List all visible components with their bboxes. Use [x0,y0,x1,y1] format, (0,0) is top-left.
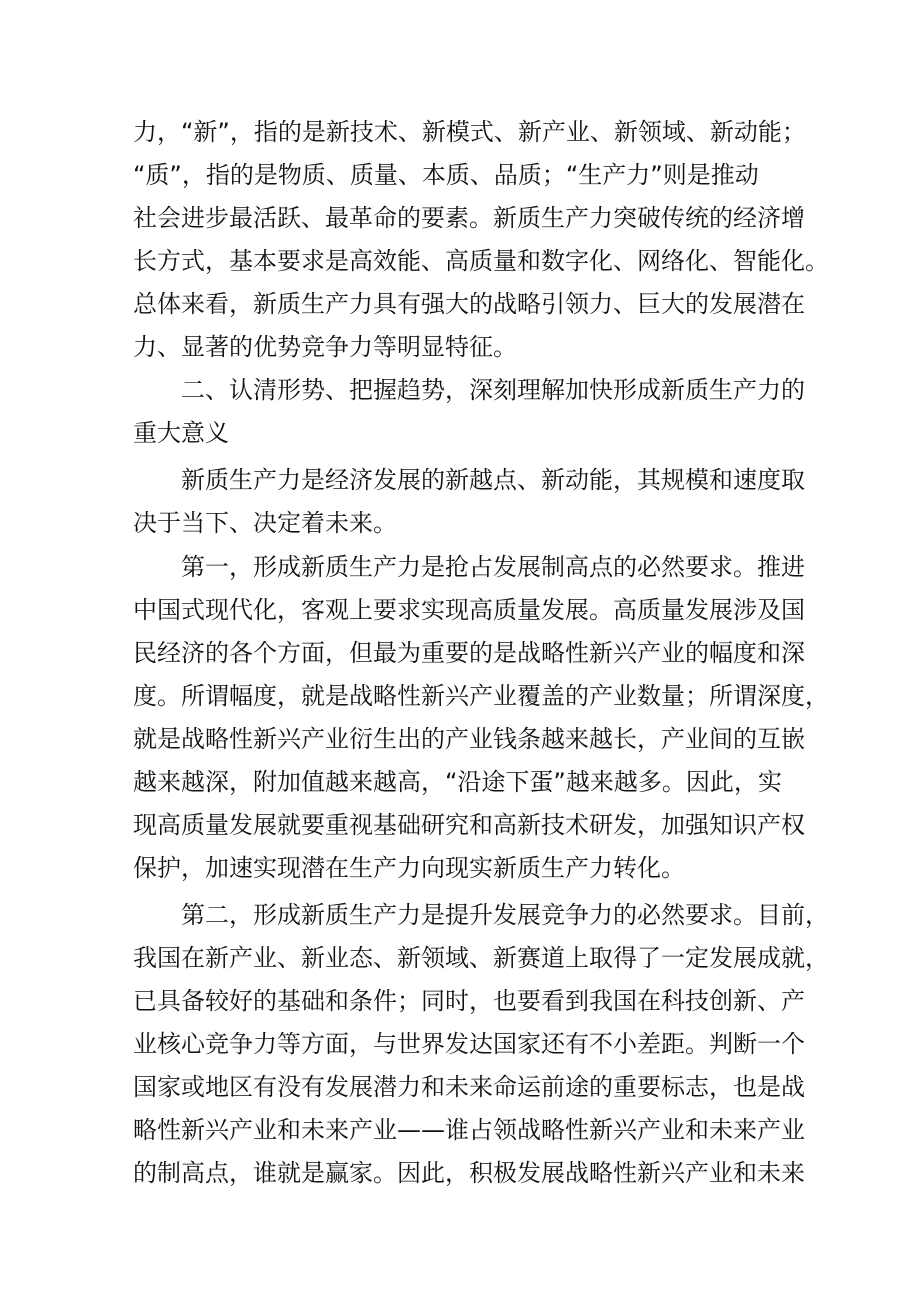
body-text-line: 我国在新产业、新业态、新领域、新赛道上取得了一定发展成就， [133,944,829,972]
body-text-line: 的制高点，谁就是赢家。因此，积极发展战略性新兴产业和未来 [133,1159,805,1187]
section-heading-continuation: 重大意义 [133,419,229,447]
body-text-line: 保护，加速实现潜在生产力向现实新质生产力转化。 [133,854,685,882]
body-text-line: 社会进步最活跃、最革命的要素。新质生产力突破传统的经济增 [133,204,805,232]
body-text-line: 总体来看，新质生产力具有强大的战略引领力、巨大的发展潜在 [133,290,805,318]
body-text-line: 长方式，基本要求是高效能、高质量和数字化、网络化、智能化。 [133,247,829,275]
body-text-line: 民经济的各个方面，但最为重要的是战略性新兴产业的幅度和深 [133,639,805,667]
body-text-line: 就是战略性新兴产业衍生出的产业钱条越来越长，产业间的互嵌 [133,725,805,753]
paragraph-first-line: 新质生产力是经济发展的新越点、新动能，其规模和速度取 [181,466,805,494]
body-text-line: 力、显著的优势竞争力等明显特征。 [133,333,517,361]
body-text-line: 力，“新”，指的是新技术、新模式、新产业、新领域、新动能； [133,118,806,146]
body-text-line: “质”，指的是物质、质量、本质、品质；“生产力”则是推动 [133,161,759,189]
section-heading: 二、认清形势、把握趋势，深刻理解加快形成新质生产力的 [181,376,805,404]
body-text-line: 度。所谓幅度，就是战略性新兴产业覆盖的产业数量；所谓深度， [133,682,829,710]
body-text-line: 现高质量发展就要重视基础研究和高新技术研发，加强知识产权 [133,811,805,839]
body-text-line: 中国式现代化，客观上要求实现高质量发展。高质量发展涉及国 [133,596,805,624]
body-text-line: 国家或地区有没有发展潜力和未来命运前途的重要标志，也是战 [133,1073,805,1101]
body-text-line: 业核心竞争力等方面，与世界发达国家还有不小差距。判断一个 [133,1030,805,1058]
body-text-line: 略性新兴产业和未来产业——谁占领战略性新兴产业和未来产业 [133,1116,805,1144]
body-text-line: 已具备较好的基础和条件；同时，也要看到我国在科技创新、产 [133,987,805,1015]
paragraph-first-line: 第一，形成新质生产力是抢占发展制高点的必然要求。推进 [181,553,805,581]
body-text-line: 决于当下、决定着未来。 [133,509,397,537]
body-text-line: 越来越深，附加值越来越高，“沿途下蛋”越来越多。因此，实 [133,768,782,796]
paragraph-first-line: 第二，形成新质生产力是提升发展竞争力的必然要求。目前， [181,901,829,929]
